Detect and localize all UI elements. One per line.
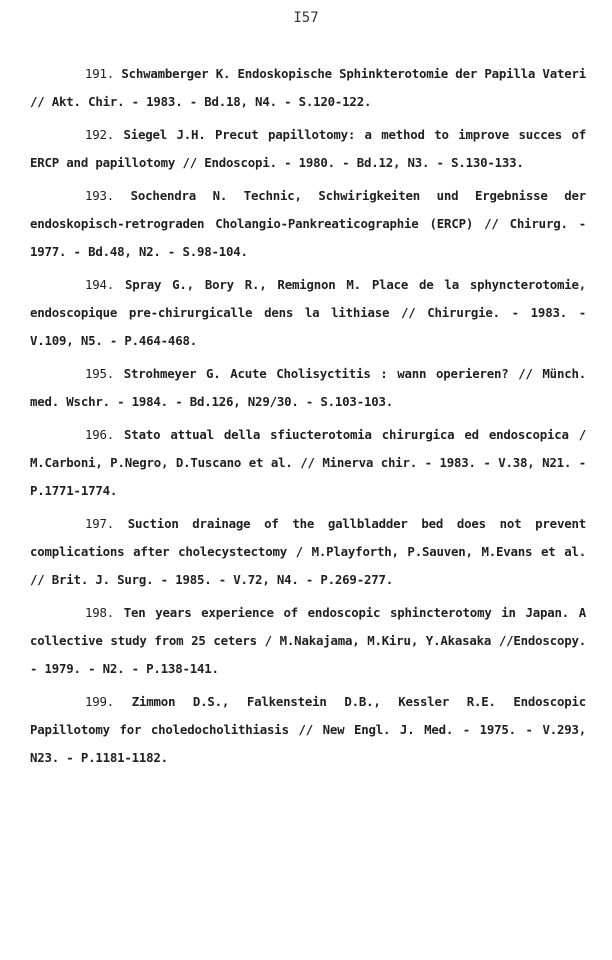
- reference-entry: [30, 60, 586, 116]
- reference-text: Zimmon D.S., Falkenstein D.B., Kessler R.E. Endoscopic Papillotomy for choledocholithiasis // New Engl. J. Med. - 1975. - V.293, N23. - P.1181-1182.: [30, 694, 586, 765]
- reference-entry: [30, 360, 586, 416]
- reference-entry: [30, 688, 586, 772]
- reference-text: Strohmeyer G. Acute Cholisyctitis : wann operieren? // Münch. med. Wschr. - 1984. - Bd.126, N29/30. - S.103-103.: [30, 366, 586, 409]
- reference-text: Schwamberger K. Endoskopische Sphinkterotomie der Papilla Vateri // Akt. Chir. - 1983. - Bd.18, N4. - S.120-122.: [30, 66, 586, 109]
- reference-text: Siegel J.H. Precut papillotomy: a method to improve succes of ERCP and papillotomy // Endoscopi. - 1980. - Bd.12, N3. - S.130-133.: [30, 127, 586, 170]
- reference-number: 191.: [85, 66, 115, 81]
- reference-entry: [30, 421, 586, 505]
- reference-text: Stato attual della sfiucterotomia chirurgica ed endoscopica / M.Carboni, P.Negro, D.Tuscano et al. // Minerva chir. - 1983. - V.38, N21. - P.1771-1774.: [30, 427, 586, 498]
- reference-list: [30, 60, 586, 777]
- reference-entry: [30, 599, 586, 683]
- reference-entry: [30, 182, 586, 266]
- reference-text: Spray G., Bory R., Remignon M. Place de la sphyncterotomie, endoscopique pre-chirurgicalle dens la lithiase // Chirurgie. - 1983. - V.109, N5. - P.464-468.: [30, 277, 587, 348]
- reference-text: Suction drainage of the gallbladder bed does not prevent complications after cholecystectomy / M.Playforth, P.Sauven, M.Evans et al. // Brit. J. Surg. - 1985. - V.72, N4. - P.269-277.: [30, 516, 586, 587]
- reference-number: 198.: [85, 605, 115, 620]
- reference-number: 197.: [85, 516, 115, 531]
- reference-number: 195.: [85, 366, 115, 381]
- reference-number: 193.: [85, 188, 115, 203]
- reference-text: Ten years experience of endoscopic sphincterotomy in Japan. A collective study from 25 ceters / M.Nakajama, M.Kiru, Y.Akasaka //Endoscopy. - 1979. - N2. - P.138-141.: [30, 605, 586, 676]
- reference-text: Sochendra N. Technic, Schwirigkeiten und Ergebnisse der endoskopisch-retrograden Cholangio-Pankreaticographie (ERCP) // Chirurg. - 1977. - Bd.48, N2. - S.98-104.: [30, 188, 586, 259]
- page-number: I57: [293, 10, 319, 26]
- reference-entry: [30, 121, 586, 177]
- reference-entry: [30, 510, 586, 594]
- reference-number: 199.: [85, 694, 115, 709]
- reference-number: 194.: [85, 277, 115, 292]
- reference-entry: [30, 271, 586, 355]
- reference-number: 196.: [85, 427, 115, 442]
- reference-number: 192.: [85, 127, 115, 142]
